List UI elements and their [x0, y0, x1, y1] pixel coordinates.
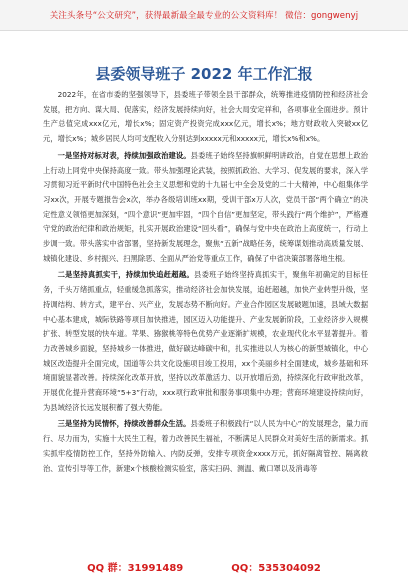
section-paragraph-2: [43, 268, 368, 415]
section-lead-2: 二是坚持真抓实干，持续加快追赶超越。: [57, 270, 194, 280]
contact-footer: [0, 556, 408, 576]
qq-contact: QQ：535304092: [231, 562, 321, 574]
section-paragraph-1: [43, 149, 368, 267]
section-body-2: 县委班子始终坚持真抓实干，聚焦年初确定的目标任务，千头万绪抓重点，轻重缓急抓落实，推动经济社会加快发展，追赶超越，加快产业转型升级，坚持调结构、转方式，建平台、兴产业，发展态势不断向好。产业合作园区发展破题加速，县域大数据中心基本建成，城际铁路等项目加快推进，园区迈入功能提升、产业发展新阶段，工业经济步入规模扩张、转型发展的快车道。苹果、猕猴桃等特色优势产业逐渐扩规模，农业现代化水平显著提升。着力改善城乡面貌，坚持城乡一体推进，做好碳达峰碳中和，扎实推进以人为核心的新型城镇化，中心城区改造提升全面完成，国道等公共文化设施项目竣工投用，xx个美丽乡村全面建成，城乡基础和环境面貌显著改善。持续深化改革开放，坚持以改革激活力、以开放增后劲，持续深化行政审批改革，开展优化提升营商环境“5+3”行动，xxx项行政审批和服务事项集中办理；营商环境建设持续向好，为县域经济长远发展积蓄了强大势能。: [43, 270, 369, 412]
section-body-3: 县委班子积极践行“以人民为中心”的发展理念，量力而行、尽力而为，实施十大民生工程，着力改善民生福祉，不断满足人民群众对美好生活的新需求。抓实抓牢疫情防控工作，坚持外防输入、内防反弹，安排专项资金xxxx万元，抓好隔离管控、隔离救治、宣传引导等工作，新建x个核酸检测实验室，落实扫码、测温、戴口罩以及消毒等: [43, 419, 369, 473]
section-body-1: 县委班子始终坚持旗帜鲜明讲政治，自觉在思想上政治上行动上同党中央保持高度一致。带头加强理论武装，按照抓政治、大学习、促发展的要求，深入学习贯彻习近平新时代中国特色社会主义思想和党的十九届七中全会及党的二十大精神，中心组集体学习xx次，开展专题报告会x次，举办各级培训班xx期，受训干部x万人次，党员干部“两个确立”的决定性意义领悟更加深刻，“四个意识”更加牢固，“四个自信”更加坚定，带头践行“两个维护”，严格遵守党的政治纪律和政治规矩，扎实开展政治建设“回头看”，确保与党中央在政治上高度统一，行动上步调一致。带头落实中省部署，坚持新发展理念，聚焦“五新”战略任务，统筹谋划推动高质量发展、城镇化建设、乡村振兴、扫黑除恶、全面从严治党等重点工作，确保了中省决策部署落地生根。: [43, 150, 369, 263]
banner-text: 关注头条号“公文研究”，获得最新最全最专业的公文资料库！ 微信：gongwenyj: [49, 11, 359, 21]
section-lead-1: 一是坚持对标对表，持续加强政治建设。: [57, 150, 191, 160]
document-body: [43, 88, 368, 478]
section-lead-3: 三是坚持为民情怀，持续改善群众生活。: [57, 419, 191, 429]
promo-banner: [0, 0, 408, 31]
qq-group: QQ 群：31991489: [87, 562, 184, 574]
section-paragraph-3: [43, 417, 368, 476]
document-title: 县委领导班子 2022 年工作汇报: [95, 65, 313, 83]
intro-paragraph: 2022年，在省市委的坚强领导下，县委班子带领全县干部群众，统筹推进疫情防控和经济社会发展，把方向、谋大局、促落实，经济发展持续向好，社会大局安定祥和，各项事业全面进步。预计生产总值完成xxx亿元，增长x%；固定资产投资完成xxx亿元，增长x%；地方财政收入突破xx亿元，增长x%；城乡居民人均可支配收入分别达到xxxxx元和xxxxx元，增长x%和x%。: [43, 90, 368, 144]
